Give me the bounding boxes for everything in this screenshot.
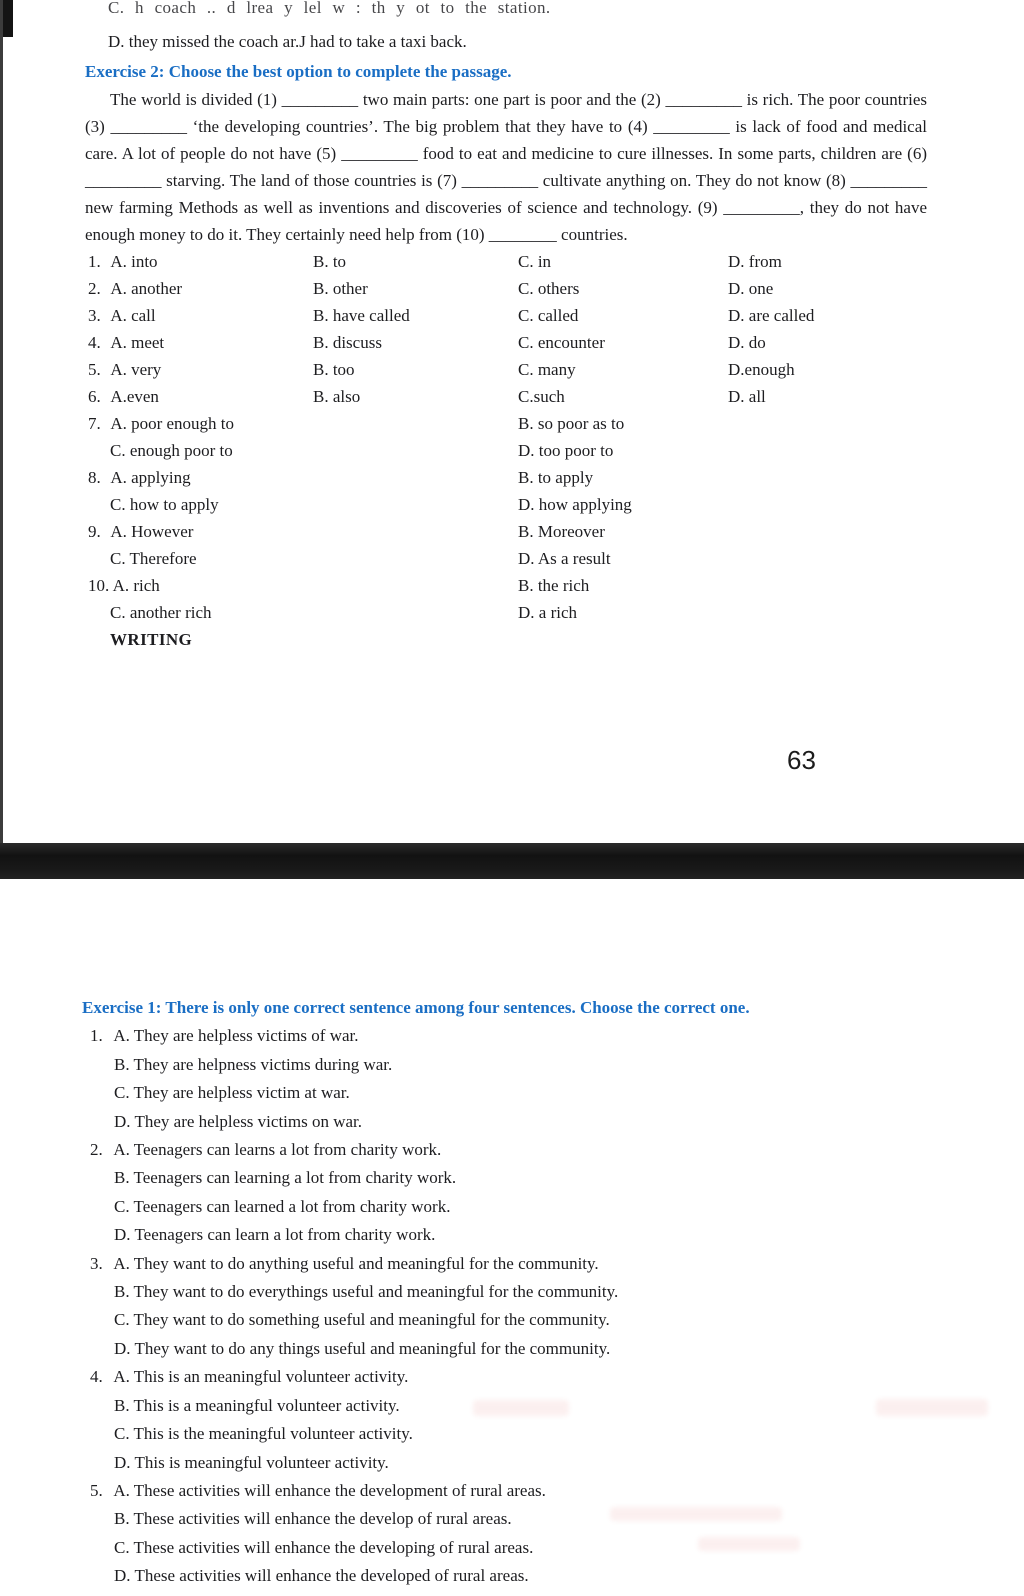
question-4-line-a — [90, 1363, 1024, 1391]
red-bleedthrough-stain — [876, 1399, 988, 1416]
option-b: B. Moreover — [518, 522, 605, 541]
scan-edge-mark — [3, 0, 13, 37]
cell-q2-a — [88, 275, 313, 302]
option-c: C. called — [518, 306, 579, 325]
question-number: 1. — [88, 252, 101, 271]
question-number: 5. — [88, 360, 101, 379]
exercise-2-heading: Exercise 2: Choose the best option to complete the passage. — [85, 62, 512, 81]
mcq-row-9-cd — [88, 545, 1024, 572]
option-c: C. how to apply — [110, 495, 219, 514]
option-d: D. As a result — [518, 549, 611, 568]
red-bleedthrough-stain — [610, 1507, 782, 1521]
option-d: D.enough — [728, 360, 795, 379]
option-c: C. many — [518, 360, 576, 379]
option-a: A. However — [110, 522, 194, 541]
question-4-line-c: C. This is the meaningful volunteer activity. — [114, 1424, 413, 1444]
option-b: B. the rich — [518, 576, 590, 595]
question-4-line-d: D. This is meaningful volunteer activity. — [114, 1452, 389, 1472]
scanned-page-2 — [0, 879, 1024, 1596]
option-c: C. enough poor to — [110, 441, 233, 460]
question-number: 9. — [88, 522, 101, 541]
question-number: 7. — [88, 414, 101, 433]
option-a: A. They want to do anything useful and meaningful for the community. — [113, 1253, 599, 1273]
option-a: A. meet — [110, 333, 165, 352]
option-a: A. This is an meaningful volunteer activity. — [113, 1367, 409, 1387]
option-b: B. discuss — [313, 333, 382, 352]
option-b: B. other — [313, 279, 368, 298]
option-d: D. too poor to — [518, 441, 614, 460]
mcq-options-1-6 — [88, 248, 1024, 410]
option-c: C.such — [518, 387, 565, 406]
option-d: D. from — [728, 252, 782, 271]
option-b: B. also — [313, 387, 361, 406]
option-c: C. Therefore — [110, 549, 197, 568]
option-d: D. how applying — [518, 495, 632, 514]
cell-q9-a — [88, 518, 518, 545]
option-a: A. applying — [110, 468, 191, 487]
option-a: A. call — [110, 306, 156, 325]
cell-q1-a — [88, 248, 313, 275]
mcq-row-2 — [88, 275, 1024, 302]
question-number: 4. — [90, 1367, 103, 1387]
exercise-1-heading: Exercise 1: There is only one correct sentence among four sentences. Choose the correct one. — [82, 998, 750, 1017]
question-number: 2. — [90, 1140, 103, 1160]
cell-q3-a — [88, 302, 313, 329]
question-1-line-c: C. They are helpless victim at war. — [114, 1083, 350, 1103]
question-3-line-d: D. They want to do any things useful and meaningful for the community. — [114, 1338, 611, 1358]
mcq-row-10-cd — [88, 599, 1024, 626]
question-number: 1. — [90, 1026, 103, 1046]
mcq-row-10-ab — [88, 572, 1024, 599]
question-number: 10. — [88, 576, 110, 595]
cell-q6-a — [88, 383, 313, 410]
question-2-line-d: D. Teenagers can learn a lot from charity work. — [114, 1225, 436, 1245]
option-d-line: D. they missed the coach ar.J had to take a taxi back. — [108, 32, 467, 51]
mcq-row-8-cd — [88, 491, 1024, 518]
question-1-line-a — [90, 1022, 1024, 1050]
mcq-row-7-ab — [88, 410, 1024, 437]
option-d: D. all — [728, 387, 766, 406]
question-number: 3. — [88, 306, 101, 325]
mcq-row-8-ab — [88, 464, 1024, 491]
option-d: D. do — [728, 333, 766, 352]
option-c: C. others — [518, 279, 580, 298]
question-5-line-c: C. These activities will enhance the developing of rural areas. — [114, 1537, 534, 1557]
mcq-row-5 — [88, 356, 1024, 383]
option-a: A. another — [110, 279, 183, 298]
option-b: B. too — [313, 360, 355, 379]
option-a: A. very — [110, 360, 162, 379]
option-c: C. encounter — [518, 333, 605, 352]
option-d: D. are called — [728, 306, 815, 325]
mcq-row-3 — [88, 302, 1024, 329]
cell-q5-a — [88, 356, 313, 383]
question-3-line-c: C. They want to do something useful and meaningful for the community. — [114, 1310, 610, 1330]
option-a: A. into — [110, 252, 158, 271]
mcq-row-6 — [88, 383, 1024, 410]
option-a: A. Teenagers can learns a lot from charity work. — [113, 1140, 442, 1160]
question-5-line-b: B. These activities will enhance the develop of rural areas. — [114, 1509, 512, 1529]
question-number: 2. — [88, 279, 101, 298]
question-3-line-b: B. They want to do everythings useful and meaningful for the community. — [114, 1282, 619, 1302]
question-number: 6. — [88, 387, 101, 406]
option-a: A. rich — [112, 576, 160, 595]
mcq-options-7-10 — [88, 410, 1024, 626]
option-a: A. They are helpless victims of war. — [113, 1026, 359, 1046]
cell-q7-a — [88, 410, 518, 437]
option-b: B. so poor as to — [518, 414, 625, 433]
cell-q4-a — [88, 329, 313, 356]
question-2-line-b: B. Teenagers can learning a lot from charity work. — [114, 1168, 457, 1188]
option-a: A. These activities will enhance the development of rural areas. — [113, 1480, 546, 1500]
red-bleedthrough-stain — [698, 1537, 800, 1551]
cloze-passage: The world is divided (1) _________ two main parts: one part is poor and the (2) _________ is rich. The poor countries (3) _________ ‘the developing countries’. The big problem that they have to (4) _________ is lack of food and medical care. A lot of people do not have (5) _________ food to eat and medicine to cure illnesses. In some parts, children are (6) _________ starving. The land of those countries is (7) _________ cultivate anything on. They do not know (8) _________ new farming Methods as well as inventions and discoveries of science and technology. (9) _________, they do not have enough money to do it. They certainly need help from (10) ________ countries. — [85, 90, 927, 244]
cutoff-option-c-line: C. h coach .. d lrea y lel w : th y ot to the station. — [108, 0, 551, 17]
mcq-row-7-cd — [88, 437, 1024, 464]
question-number: 5. — [90, 1480, 103, 1500]
red-bleedthrough-stain — [473, 1400, 569, 1416]
option-b: B. to — [313, 252, 347, 271]
writing-section-heading: WRITING — [110, 630, 193, 649]
option-c: C. another rich — [110, 603, 212, 622]
question-1-line-d: D. They are helpless victims on war. — [114, 1111, 363, 1131]
option-d: D. a rich — [518, 603, 578, 622]
question-5-line-a — [90, 1477, 1024, 1505]
option-a: A. poor enough to — [110, 414, 235, 433]
cell-q10-a — [88, 572, 518, 599]
cell-q8-a — [88, 464, 518, 491]
question-number: 8. — [88, 468, 101, 487]
question-2-line-c: C. Teenagers can learned a lot from charity work. — [114, 1196, 451, 1216]
question-1-line-b: B. They are helpness victims during war. — [114, 1054, 393, 1074]
page-number: 63 — [787, 745, 816, 775]
question-number: 3. — [90, 1253, 103, 1273]
option-d: D. one — [728, 279, 774, 298]
question-3-line-a — [90, 1250, 1024, 1278]
option-b: B. have called — [313, 306, 410, 325]
question-number: 4. — [88, 333, 101, 352]
mcq-row-1 — [88, 248, 1024, 275]
option-a: A.even — [110, 387, 159, 406]
mcq-row-9-ab — [88, 518, 1024, 545]
question-2-line-a — [90, 1136, 1024, 1164]
mcq-row-4 — [88, 329, 1024, 356]
question-4-line-b: B. This is a meaningful volunteer activity. — [114, 1395, 400, 1415]
question-5-line-d: D. These activities will enhance the developed of rural areas. — [114, 1566, 529, 1586]
option-b: B. to apply — [518, 468, 594, 487]
page-separator-band — [0, 843, 1024, 879]
option-c: C. in — [518, 252, 552, 271]
